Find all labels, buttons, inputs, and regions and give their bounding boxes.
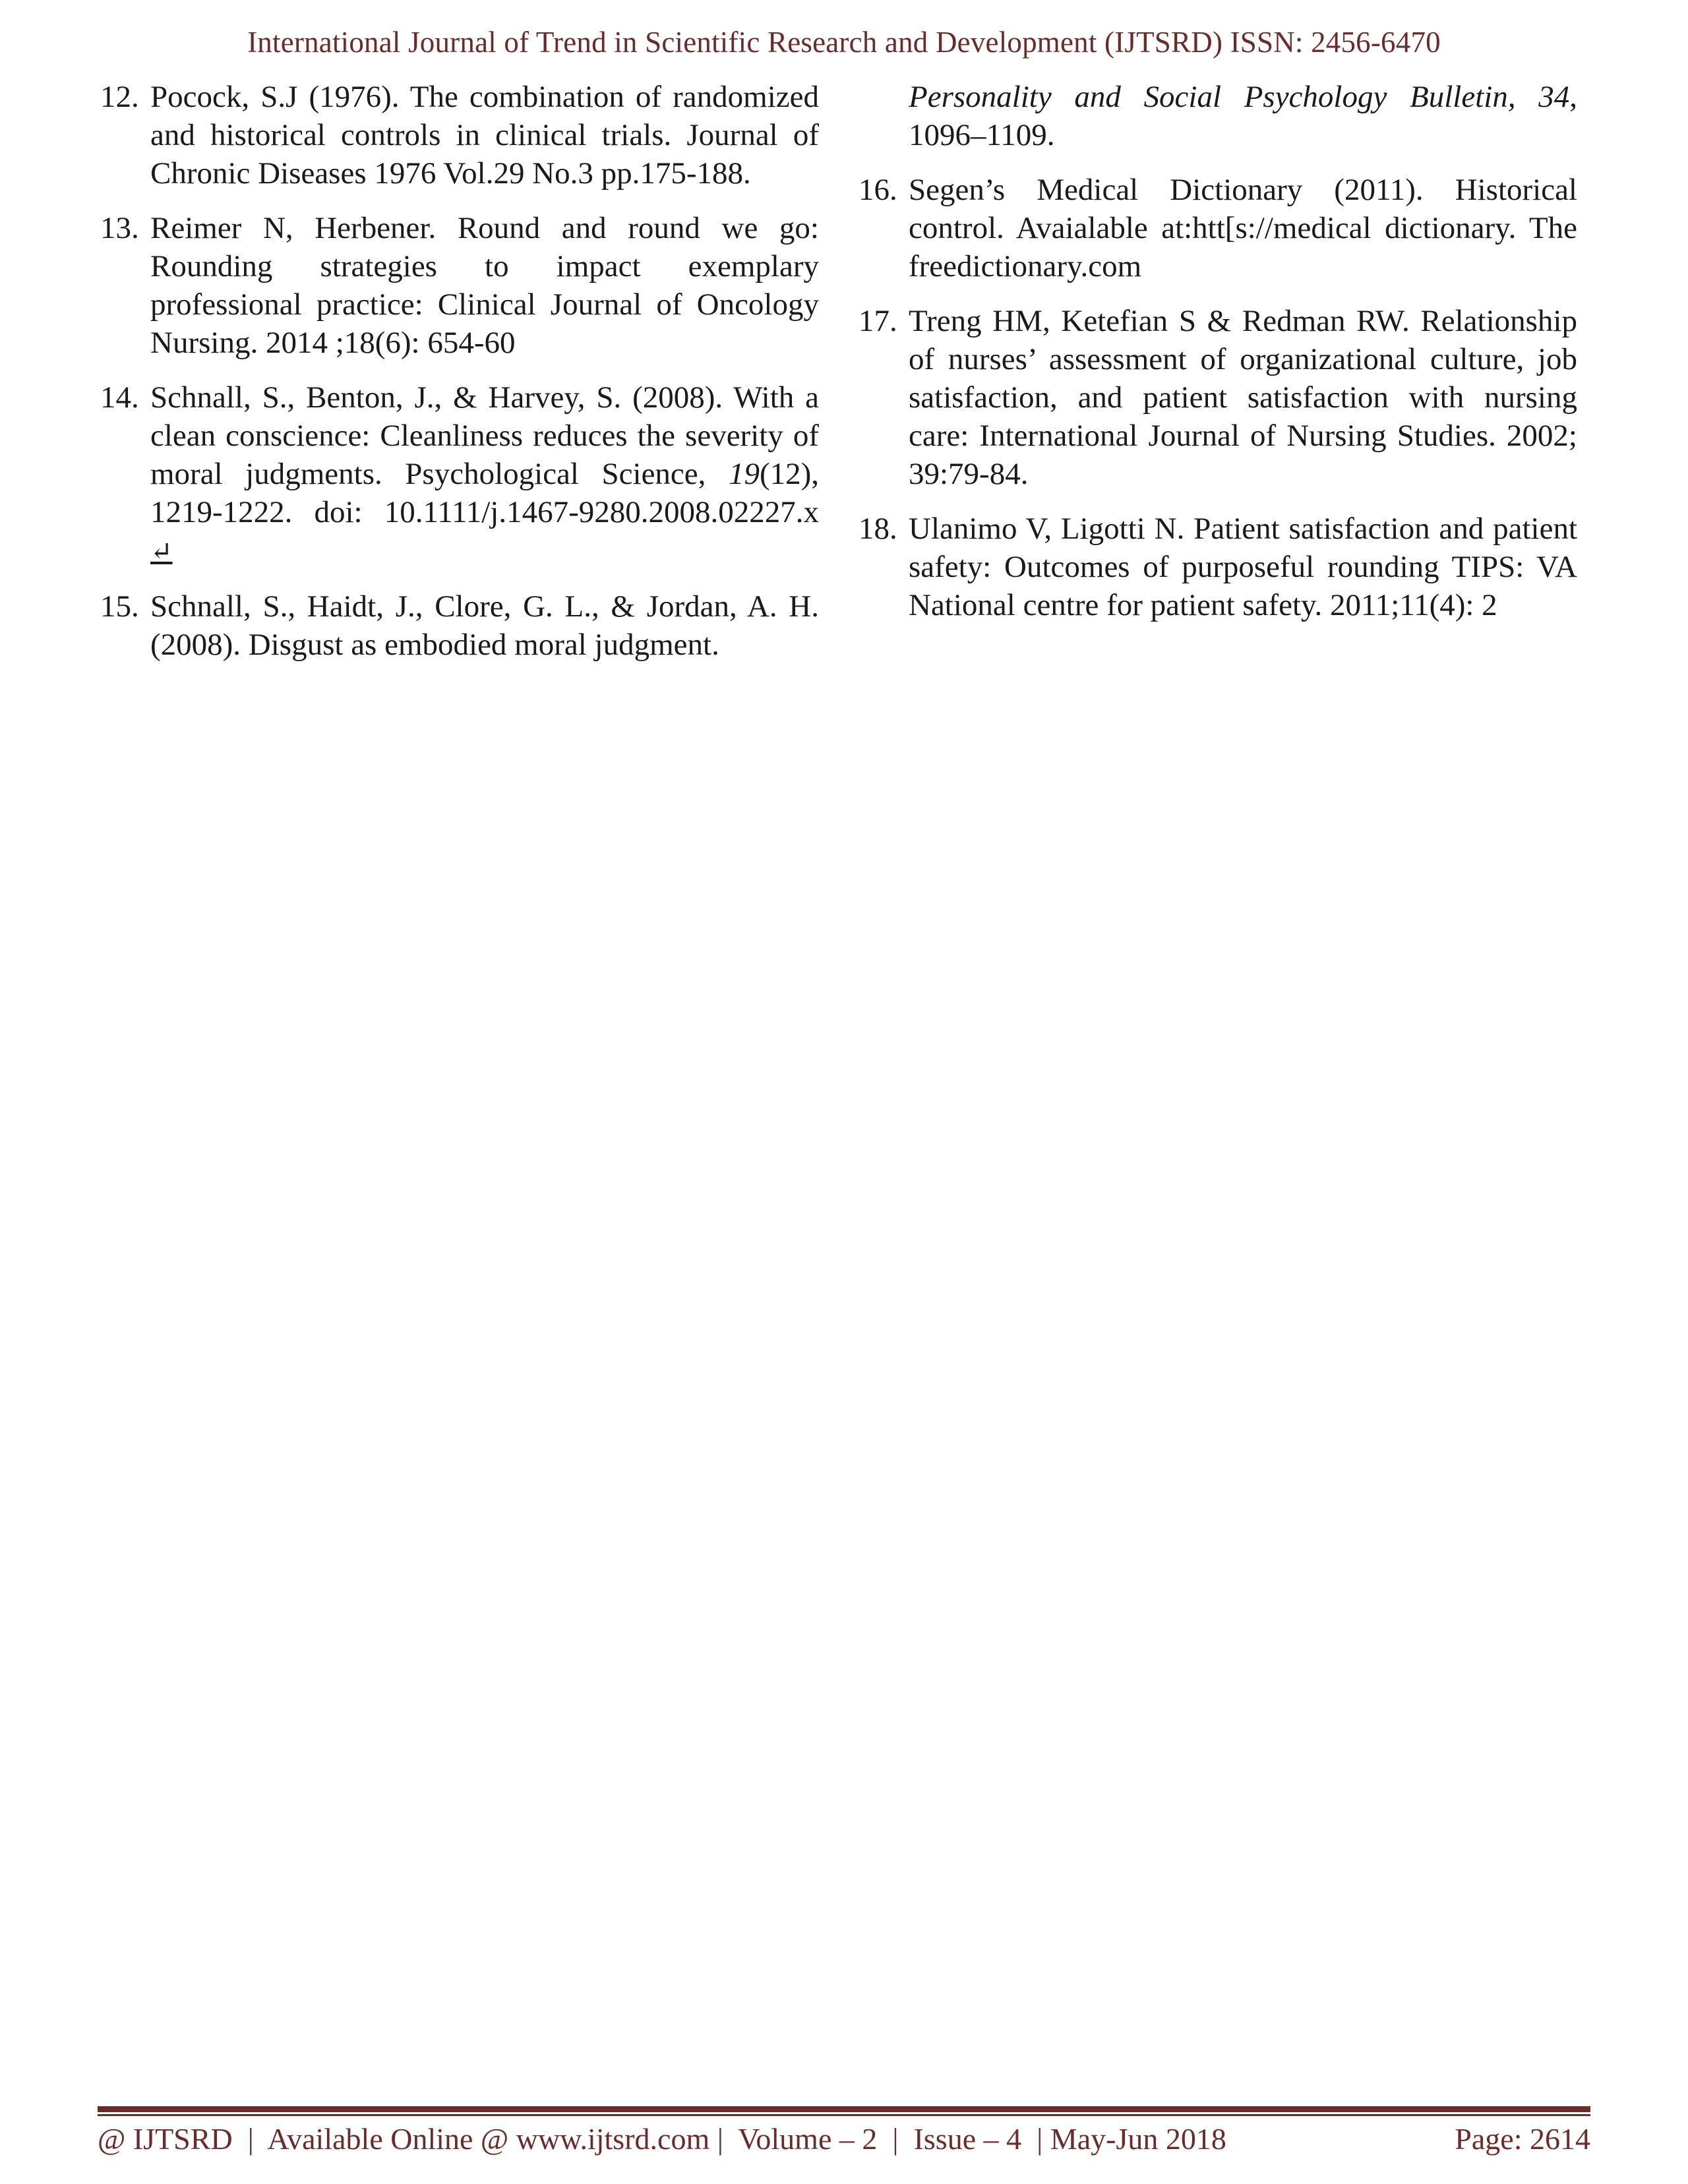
reference-text [150,587,819,664]
footer-info: @ IJTSRD | Available Online @ www.ijtsrd.com | Volume – 2 | Issue – 4 | May-Jun 2018 [98,2122,1226,2156]
reference-number: 18. [859,512,897,546]
reference-text: Treng HM, Ketefian S & Redman RW. Relationship of nurses’ assessment of organizational culture, job satisfaction, and patient satisfaction with nursing care: International Journal of Nursing Studies. 2002; 39:79-84. [909,304,1577,491]
reference-number: 13. [100,211,139,245]
reference-text-tail: , 1096–1109. [909,80,1577,152]
right-column [859,78,1577,641]
reference-15 [100,587,819,664]
reference-volume: 19 [728,457,760,491]
reference-text-main: Schnall, S., Haidt, J., Clore, G. L., & Jordan, A. H. (2008). Disgust as embodied moral judgment. [150,589,819,662]
reference-text: Reimer N, Herbener. Round and round we go: Rounding strategies to impact exemplary professional practice: Clinical Journal of Oncology Nursing. 2014 ;18(6): 654-60 [150,211,819,360]
reference-text-tail: (12), 1219-1222. doi: 10.1111/j.1467-9280.2008.02227.x [150,457,819,529]
reference-number: 17. [859,304,897,338]
reference-15-continued [864,78,1577,154]
reference-17 [859,302,1577,493]
reference-16 [859,171,1577,285]
page-number: Page: 2614 [1455,2122,1590,2156]
reference-text: Pocock, S.J (1976). The combination of randomized and historical controls in clinical trials. Journal of Chronic Diseases 1976 Vol.29 No.3 pp.175-188. [150,80,819,191]
reference-text: Ulanimo V, Ligotti N. Patient satisfaction and patient safety: Outcomes of purposeful rounding TIPS: VA National centre for patient safety. 2011;11(4): 2 [909,512,1577,622]
reference-text [909,78,1577,154]
reference-number: 12. [100,80,139,114]
footer-divider [98,2106,1590,2112]
footer-divider-thin [98,2114,1590,2116]
reference-13 [100,209,819,362]
reference-journal: Personality and Social Psychology Bulletin, 34 [909,80,1570,114]
reference-text: Segen’s Medical Dictionary (2011). Historical control. Avaialable at:htt[s://medical dictionary. The freedictionary.com [909,173,1577,283]
reference-number: 16. [859,173,897,207]
left-column [100,78,819,680]
reference-14 [100,378,819,571]
reference-18 [859,510,1577,624]
reference-number: 14. [100,380,139,415]
journal-header: International Journal of Trend in Scientific Research and Development (IJTSRD) ISSN: 2456-6470 [247,26,1441,59]
reference-text [150,378,819,571]
reference-12 [100,78,819,192]
reference-text-main: Schnall, S., Benton, J., & Harvey, S. (2008). With a clean conscience: Cleanliness reduces the severity of moral judgments. Psychological Science, [150,380,819,491]
reference-number: 15. [100,589,139,624]
return-link-icon[interactable]: ↵ [150,537,173,566]
